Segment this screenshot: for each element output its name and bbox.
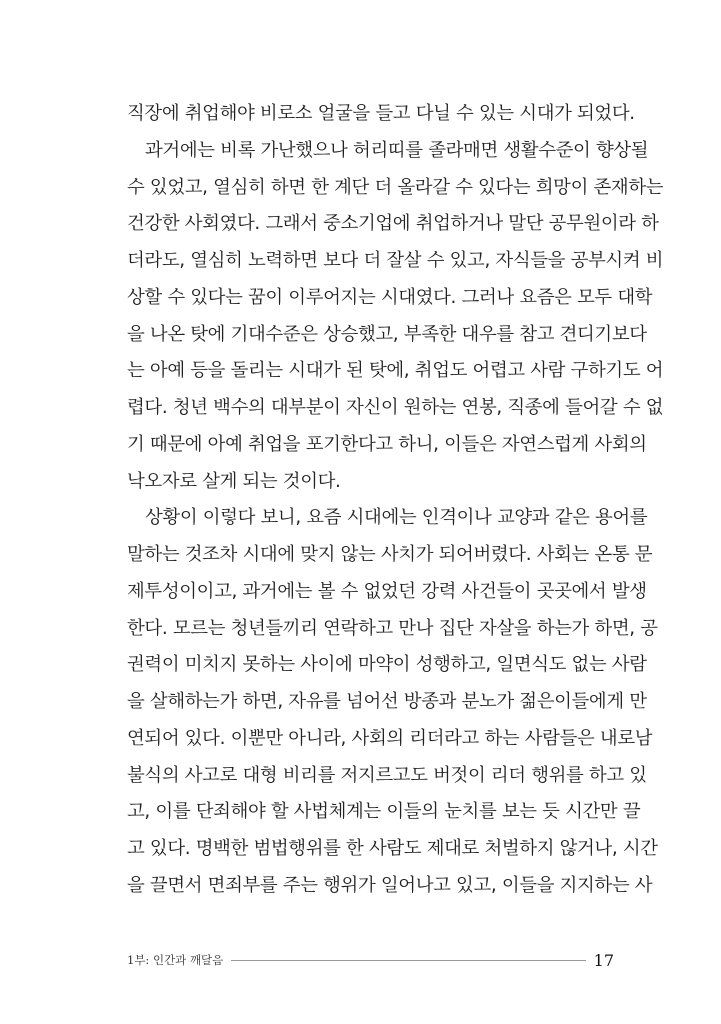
text-line: 상할 수 있다는 꿈이 이루어지는 시대였다. 그러나 요즘은 모두 대학	[127, 286, 653, 308]
text-line: 을 나온 탓에 기대수준은 상승했고, 부족한 대우를 참고 견디기보다	[127, 323, 647, 345]
text-line: 제투성이이고, 과거에는 볼 수 없었던 강력 사건들이 곳곳에서 발생	[127, 580, 647, 602]
body-text	[127, 96, 664, 905]
text-line: 더라도, 열심히 노력하면 보다 더 잘살 수 있고, 자식들을 공부시켜 비	[127, 250, 664, 271]
text-line: 는 아예 등을 돌리는 시대가 된 탓에, 취업도 어렵고 사람 구하기도 어	[127, 360, 664, 382]
text-line: 을 끌면서 면죄부를 주는 행위가 일어나고 있고, 이들을 지지하는 사	[127, 874, 653, 896]
text-line: 고, 이를 단죄해야 할 사법체계는 이들의 눈치를 보는 듯 시간만 끌	[127, 801, 641, 823]
text-line: 건강한 사회였다. 그래서 중소기업에 취업하거나 말단 공무원이라 하	[127, 213, 659, 235]
chapter-title: 1부: 인간과 깨달음	[127, 953, 224, 967]
text-line: 을 살해하는가 하면, 자유를 넘어선 방종과 분노가 젊은이들에게 만	[127, 691, 647, 712]
text-line: 상황이 이렇다 보니, 요즘 시대에는 인격이나 교양과 같은 용어를	[145, 507, 648, 529]
page-footer	[127, 948, 614, 972]
text-line: 한다. 모르는 청년들끼리 연락하고 만나 집단 자살을 하는가 하면, 공	[127, 617, 658, 639]
text-line: 렵다. 청년 백수의 대부분이 자신이 원하는 연봉, 직종에 들어갈 수 없	[127, 397, 664, 418]
text-line: 권력이 미치지 못하는 사이에 마약이 성행하고, 일면식도 없는 사람	[127, 654, 647, 676]
text-line: 연되어 있다. 이뿐만 아니라, 사회의 리더라고 하는 사람들은 내로남	[127, 727, 653, 749]
text-line: 고 있다. 명백한 범법행위를 한 사람도 제대로 처벌하지 않거나, 시간	[127, 838, 658, 859]
text-line: 불식의 사고로 대형 비리를 저지르고도 버젓이 리더 행위를 하고 있	[127, 764, 647, 786]
text-line: 직장에 취업해야 비로소 얼굴을 들고 다닐 수 있는 시대가 되었다.	[127, 103, 635, 124]
text-line: 과거에는 비록 가난했으나 허리띠를 졸라매면 생활수준이 향상될	[145, 139, 649, 161]
text-line: 낙오자로 살게 되는 것이다.	[127, 470, 341, 492]
page-number: 17	[593, 950, 614, 970]
text-line: 말하는 것조차 시대에 맞지 않는 사치가 되어버렸다. 사회는 온통 문	[127, 544, 653, 565]
text-line: 기 때문에 아예 취업을 포기한다고 하니, 이들은 자연스럽게 사회의	[127, 433, 647, 455]
footer-divider	[231, 960, 585, 961]
text-line: 수 있었고, 열심히 하면 한 계단 더 올라갈 수 있다는 희망이 존재하는	[127, 176, 664, 198]
